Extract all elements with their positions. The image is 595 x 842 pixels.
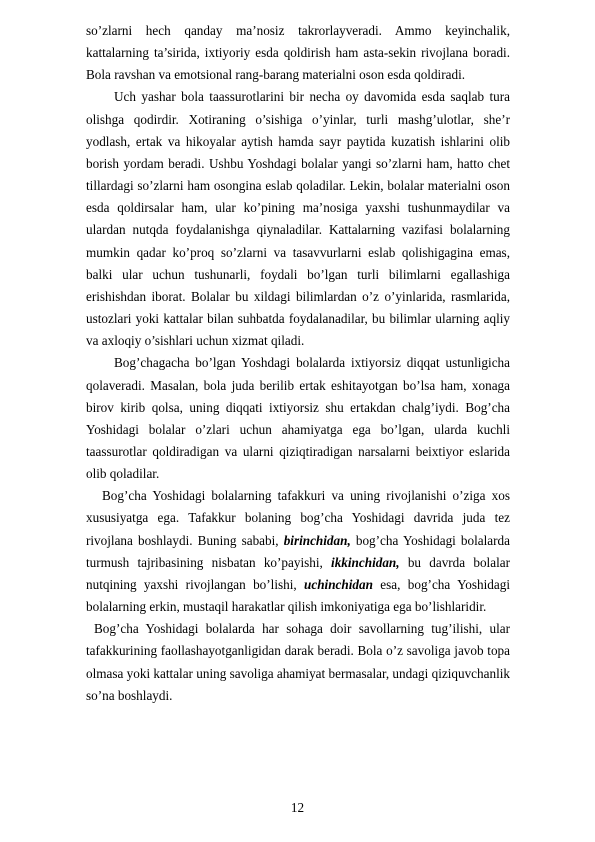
document-page bbox=[86, 20, 510, 707]
paragraph-3: Bog’chagacha bo’lgan Yoshdagi bolalarda ixtiyorsiz diqqat ustunligicha qolaveradi. Masalan, bola juda berilib ertak eshitayotgan bo’lsa ham, xonaga birov kirib qolsa, uning diqqati ixtiyorsiz shu ertakdan chalg’iydi. Bog’cha Yoshidagi bolalar o’zlari uchun ahamiyatga ega bo’lgan, ularda kuchli taassurotlar qoldiradigan va ularni qiziqtiradigan narsalarni beixtiyor eslarida olib qoladilar. bbox=[86, 355, 510, 482]
emphasis-birinchidan: birinchidan, bbox=[283, 532, 351, 548]
paragraph-4-text-1: Bog’cha Yoshidagi bolalarning tafakkuri va uning rivojlanishi o’ziga xos xususiyatga ega. Tafakkur bolaning bog’cha Yoshidagi davrida juda tez rivojlana boshlaydi. Buning sababi, bbox=[86, 488, 510, 548]
page-number: 12 bbox=[290, 800, 305, 815]
paragraph-1: so’zlarni hech qanday ma’nosiz takrorlayveradi. Ammo keyinchalik, kattalarning ta’sirida, ixtiyoriy esda qoldirish ham asta-sekin rivojlana boradi. Bola ravshan va emotsional rang-barang materialni oson esda qoldiradi. bbox=[86, 23, 510, 83]
paragraph-4 bbox=[86, 485, 510, 618]
emphasis-ikkinchidan: ikkinchidan, bbox=[331, 554, 400, 570]
paragraph-4-text-4: esa, bog’cha Yoshidagi bolalarning erkin, mustaqil harakatlar qilish imkoniyatiga ega bo’lishlaridir. bbox=[86, 576, 510, 615]
paragraph-4-text-2: bog’cha Yoshidagi bolalarda turmush tajribasining nisbatan ko’payishi, bbox=[86, 532, 510, 570]
paragraph-5: Bog’cha Yoshidagi bolalarda har sohaga doir savollarning tug’ilishi, ular tafakkurining faollashayotganligidan darak beradi. Bola o’z savoliga javob topa olmasa yoki kattalar uning savoliga ahamiyat bermasalar, undagi qiziquvchanlik so’na boshlaydi. bbox=[86, 621, 510, 703]
emphasis-uchinchidan: uchinchidan bbox=[304, 576, 373, 592]
paragraph-4-text-3: bu davrda bolalar nutqining yaxshi rivojlangan bo’lishi, bbox=[86, 554, 510, 592]
paragraph-2: Uch yashar bola taassurotlarini bir necha oy davomida esda saqlab tura olishga qodirdir. Xotiraning o’sishiga o’yinlar, turli mashg’ulotlar, she’r yodlash, ertak va hikoyalar aytish hamda sayr paytida kuzatish ishlarini olib borish yordam beradi. Ushbu Yoshdagi bolalar yangi so’zlarni ham, hatto chet tillardagi so’zlarni ham osongina eslab qoladilar. Lekin, bolalar materialni oson esda qoldirsalar ham, ular ko’pining ma’nosiga yaxshi tushunmaydilar va ulardan nutqda foydalanishga qiynaladilar. Kattalarning vazifasi bolalarning mumkin qadar ko’proq so’zlarni va tasavvurlarni eslab qolishigagina emas, balki ular uchun tushunarli, foydali bo’lgan turli bilimlarni egallashiga erishishdan iborat. Bolalar bu xildagi bilimlardan o’z o’yinlarida, rasmlarida, ustozlari yoki kattalar bilan suhbatda foydalanadilar, bu bilimlar ularning aqliy va axloqiy o’sishlari uchun xizmat qiladi. bbox=[86, 89, 510, 349]
